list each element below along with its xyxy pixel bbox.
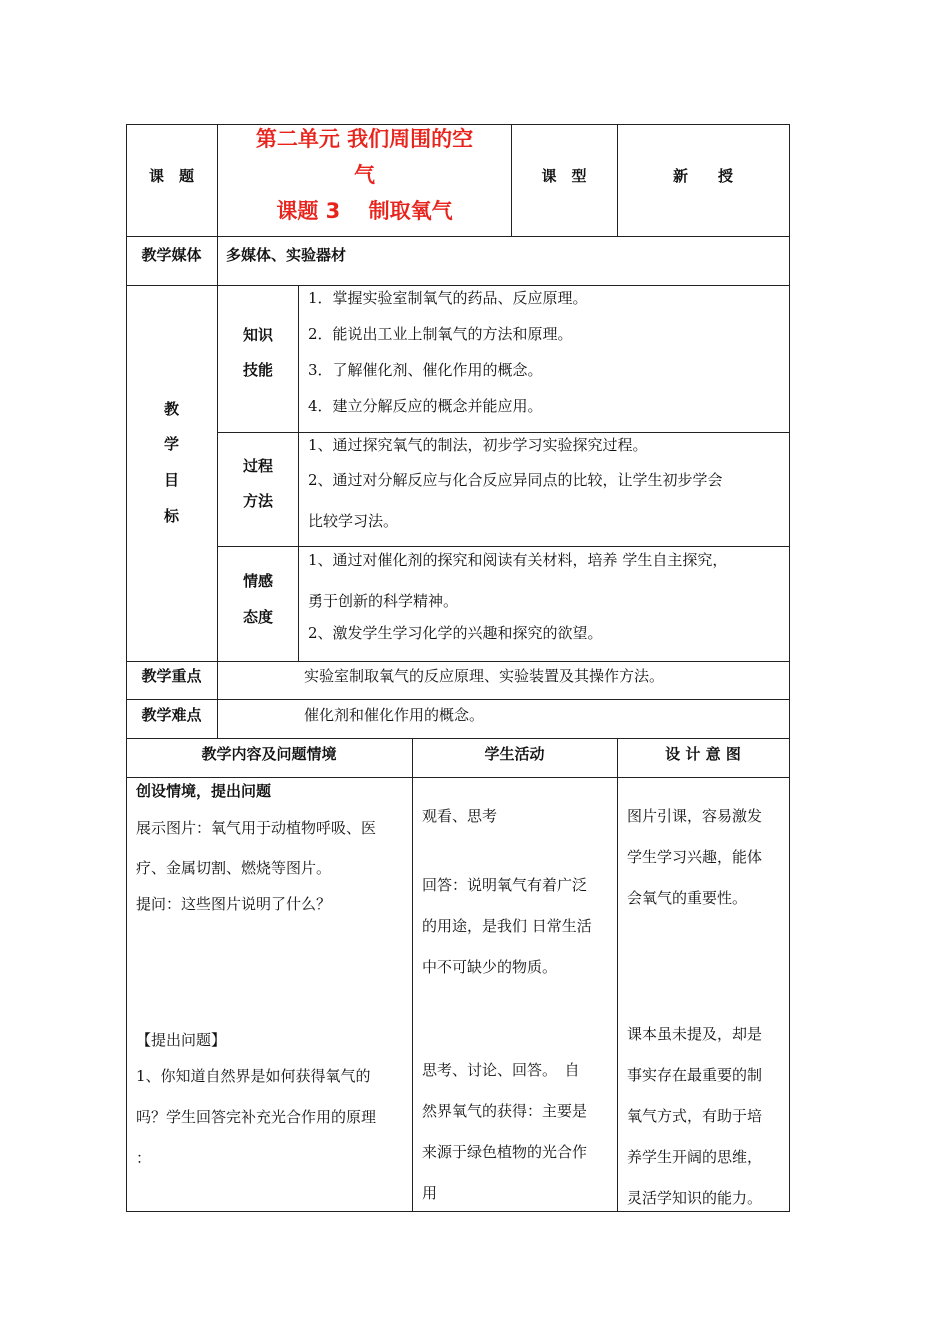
knowledge-label: 知识 [242,326,273,344]
process-item: 2、通过对分解反应与化合反应异同点的比较，让学生初步学会 [308,471,723,489]
student-line: 回答：说明氧气有着广泛 [422,876,588,894]
content-line: 提问：这些图片说明了什么？ [136,895,332,913]
table-border [789,124,790,1212]
attitude-label: 态度 [242,608,273,626]
design-line: 课本虽未提及，却是 [627,1025,763,1043]
content-heading: 创设情境，提出问题 [136,782,272,800]
design-line: 氧气方式，有助于培 [627,1107,763,1125]
design-line: 灵活学知识的能力。 [627,1189,763,1207]
lesson-title-line3: 课题 3 制取氧气 [276,199,453,223]
content-line: 疗、金属切割、燃烧等图片。 [136,859,332,877]
knowledge-label: 技能 [242,361,273,379]
difficulty-label: 教学难点 [141,706,202,724]
objectives-label-char: 学 [163,435,179,453]
topic-label: 课 题 [148,167,194,185]
attitude-item: 1、通过对催化剂的探究和阅读有关材料，培养 学生自主探究， [308,551,728,569]
design-line: 学生学习兴趣，能体 [627,848,763,866]
student-line: 的用途，是我们 日常生活 [422,917,592,935]
content-line: 展示图片：氧气用于动植物呼吸、医 [136,819,377,837]
row-divider [126,738,790,739]
knowledge-item: 1．掌握实验室制氧气的药品、反应原理。 [308,289,588,307]
media-label: 教学媒体 [141,246,202,264]
difficulty-value: 催化剂和催化作用的概念。 [304,706,485,724]
design-line: 事实存在最重要的制 [627,1066,763,1084]
lesson-type-label: 课 型 [541,167,587,185]
student-line: 思考、讨论、回答。 自 [422,1061,580,1079]
student-line: 然界氧气的获得：主要是 [422,1102,588,1120]
row-divider [126,777,790,778]
process-label: 过程 [242,457,273,475]
student-line: 观看、思考 [422,807,498,825]
objectives-label-char: 教 [163,400,179,418]
design-line: 图片引课，容易激发 [627,807,763,825]
attitude-label: 情感 [242,572,273,590]
lesson-title-line2: 气 [354,163,375,187]
content-line: 吗？学生回答完补充光合作用的原理 [136,1108,377,1126]
media-value: 多媒体、实验器材 [226,246,347,264]
row-divider [126,661,790,662]
design-line: 养学生开阔的思维， [627,1148,763,1166]
student-line: 用 [422,1184,438,1202]
knowledge-item: 2．能说出工业上制氧气的方法和原理。 [308,325,573,343]
key-point-label: 教学重点 [141,667,202,685]
row-divider [217,546,790,547]
design-column-header: 设 计 意 图 [665,745,741,763]
knowledge-item: 3．了解催化剂、催化作用的概念。 [308,361,543,379]
row-divider [126,285,790,286]
row-divider [126,236,790,237]
lesson-title-line1: 第二单元 我们周围的空 [255,127,474,151]
col-divider [412,738,413,1212]
table-border [126,124,790,125]
process-label: 方法 [242,492,273,510]
key-point-value: 实验室制取氧气的反应原理、实验装置及其操作方法。 [304,667,665,685]
process-item: 比较学习法。 [308,512,399,530]
student-column-header: 学生活动 [484,745,545,763]
lesson-type-value: 新 授 [672,167,733,185]
objectives-label-char: 标 [163,507,179,525]
col-divider [298,285,299,661]
student-line: 来源于绿色植物的光合作 [422,1143,588,1161]
table-border [126,1211,790,1212]
attitude-item: 勇于创新的科学精神。 [308,592,459,610]
attitude-item: 2、激发学生学习化学的兴趣和探究的欲望。 [308,624,603,642]
student-line: 中不可缺少的物质。 [422,958,558,976]
design-line: 会氧气的重要性。 [627,889,748,907]
col-divider [617,738,618,1212]
content-column-header: 教学内容及问题情境 [201,745,337,763]
content-line: 1、你知道自然界是如何获得氧气的 [136,1067,371,1085]
content-line: ： [136,1149,152,1167]
objectives-label-char: 目 [163,471,179,489]
content-line: 【提出问题】 [136,1031,227,1049]
knowledge-item: 4．建立分解反应的概念并能应用。 [308,397,543,415]
row-divider [217,432,790,433]
row-divider [126,699,790,700]
process-item: 1、通过探究氧气的制法，初步学习实验探究过程。 [308,436,648,454]
